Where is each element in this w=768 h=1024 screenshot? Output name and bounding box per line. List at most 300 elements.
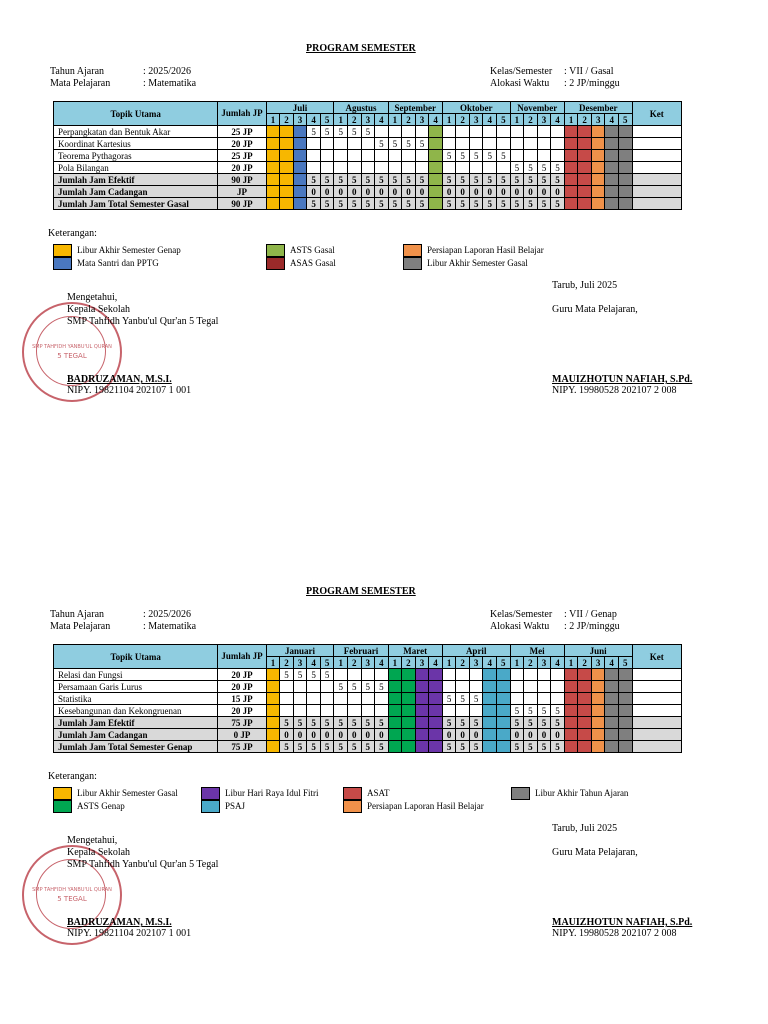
week-cell: 5 <box>334 174 348 186</box>
legend-swatch <box>53 800 72 813</box>
week-cell <box>266 741 280 753</box>
legend-swatch <box>53 787 72 800</box>
week-cell: 5 <box>293 741 307 753</box>
week-cell: 5 <box>361 198 375 210</box>
week-cell <box>537 150 551 162</box>
week-cell: 5 <box>334 741 348 753</box>
week-cell <box>578 681 592 693</box>
week-cell: 5 <box>456 717 470 729</box>
row-ket <box>632 693 681 705</box>
alokasi-waktu-value: : 2 JP/minggu <box>564 78 620 89</box>
header-month: Juni <box>564 645 632 657</box>
week-cell <box>483 729 497 741</box>
week-cell: 5 <box>483 198 497 210</box>
week-cell: 0 <box>537 186 551 198</box>
header-week: 3 <box>293 657 307 669</box>
week-cell <box>524 681 538 693</box>
week-cell <box>320 681 334 693</box>
week-cell <box>429 741 443 753</box>
kelas-semester-label: Kelas/Semester <box>490 66 553 77</box>
week-cell <box>578 198 592 210</box>
week-cell: 0 <box>442 729 456 741</box>
header-week: 2 <box>402 657 416 669</box>
week-cell <box>266 126 280 138</box>
week-cell: 5 <box>320 126 334 138</box>
week-cell: 5 <box>456 741 470 753</box>
week-cell <box>347 693 361 705</box>
week-cell: 0 <box>361 729 375 741</box>
header-week: 3 <box>415 657 429 669</box>
week-cell <box>483 669 497 681</box>
header-week: 5 <box>320 114 334 126</box>
week-cell <box>618 693 632 705</box>
header-week: 5 <box>320 657 334 669</box>
week-cell <box>456 162 470 174</box>
week-cell <box>605 729 619 741</box>
row-topic: Jumlah Jam Cadangan <box>54 186 218 198</box>
row-topic: Kesebangunan dan Kekongruenan <box>54 705 218 717</box>
week-cell <box>429 705 443 717</box>
week-cell: 5 <box>415 174 429 186</box>
week-cell <box>619 162 633 174</box>
week-cell <box>591 174 605 186</box>
week-cell <box>497 741 511 753</box>
week-cell <box>551 681 565 693</box>
alokasi-waktu-value: : 2 JP/minggu <box>564 621 620 632</box>
header-week: 3 <box>361 657 375 669</box>
table-row <box>54 669 682 681</box>
week-cell <box>320 162 334 174</box>
week-cell <box>429 150 443 162</box>
table-row <box>54 705 682 717</box>
week-cell: 5 <box>320 174 334 186</box>
week-cell: 5 <box>442 693 456 705</box>
legend-label: PSAJ <box>225 801 246 811</box>
week-cell <box>415 741 429 753</box>
week-cell <box>266 717 280 729</box>
week-cell <box>578 693 592 705</box>
week-cell <box>266 186 280 198</box>
row-ket <box>632 162 681 174</box>
week-cell: 5 <box>280 669 294 681</box>
header-week: 2 <box>524 657 538 669</box>
week-cell: 5 <box>510 705 524 717</box>
header-week: 4 <box>307 114 321 126</box>
week-cell: 5 <box>334 681 348 693</box>
week-cell <box>524 669 538 681</box>
week-cell: 5 <box>469 717 483 729</box>
row-topic: Teorema Pythagoras <box>54 150 218 162</box>
header-week: 3 <box>537 657 551 669</box>
header-week: 4 <box>605 114 619 126</box>
row-jp: 0 JP <box>218 729 266 741</box>
header-week: 1 <box>442 114 456 126</box>
week-cell <box>429 693 443 705</box>
row-topic: Jumlah Jam Total Semester Genap <box>54 741 218 753</box>
header-jumlah-jp: Jumlah JP <box>218 645 266 669</box>
week-cell <box>280 693 294 705</box>
week-cell <box>375 693 389 705</box>
row-topic: Koordinat Kartesius <box>54 138 218 150</box>
week-cell <box>429 198 443 210</box>
week-cell <box>551 126 565 138</box>
school-stamp: SMP TAHFIDH YANBU'UL QURAN 5 TEGAL <box>22 845 122 945</box>
row-ket <box>632 174 681 186</box>
week-cell: 5 <box>510 162 524 174</box>
week-cell <box>591 681 605 693</box>
week-cell: 5 <box>388 138 402 150</box>
legend-label: Libur Hari Raya Idul Fitri <box>225 788 319 798</box>
header-week: 1 <box>510 657 524 669</box>
week-cell <box>307 705 321 717</box>
legend-label: Libur Akhir Tahun Ajaran <box>535 788 629 798</box>
header-week: 3 <box>469 657 483 669</box>
legend-swatch <box>343 800 362 813</box>
week-cell: 5 <box>320 717 334 729</box>
week-cell <box>497 705 511 717</box>
week-cell <box>280 126 294 138</box>
table-row <box>54 693 682 705</box>
header-week: 1 <box>564 114 578 126</box>
week-cell: 5 <box>510 717 524 729</box>
week-cell: 5 <box>402 138 416 150</box>
week-cell <box>280 681 294 693</box>
header-month: Juli <box>266 102 334 114</box>
guru-nip: NIPY. 19980528 202107 2 008 <box>552 928 677 939</box>
week-cell <box>429 669 443 681</box>
header-ket: Ket <box>632 102 681 126</box>
legend-swatch <box>53 257 72 270</box>
week-cell: 0 <box>537 729 551 741</box>
week-cell <box>415 162 429 174</box>
week-cell <box>266 669 280 681</box>
table-row <box>54 126 682 138</box>
guru-name: MAUIZHOTUN NAFIAH, S.Pd. <box>552 374 693 385</box>
week-cell <box>619 126 633 138</box>
school-name: SMP Tahfidh Yanbu'ul Qur'an 5 Tegal <box>67 859 219 870</box>
header-week: 3 <box>591 657 605 669</box>
week-cell: 5 <box>537 162 551 174</box>
week-cell: 5 <box>307 174 321 186</box>
legend-label: Mata Santri dan PPTG <box>77 258 159 268</box>
table-row <box>54 681 682 693</box>
week-cell <box>307 138 321 150</box>
week-cell <box>619 150 633 162</box>
week-cell <box>388 717 402 729</box>
table-row <box>54 162 682 174</box>
week-cell: 0 <box>551 729 565 741</box>
week-cell: 0 <box>320 729 334 741</box>
week-cell <box>564 150 578 162</box>
week-cell <box>347 705 361 717</box>
week-cell: 0 <box>280 729 294 741</box>
place-date: Tarub, Juli 2025 <box>552 823 618 834</box>
week-cell: 5 <box>320 741 334 753</box>
week-cell <box>266 198 280 210</box>
mata-pelajaran-label: Mata Pelajaran <box>50 621 111 632</box>
program-semester-table <box>53 644 682 753</box>
week-cell <box>564 741 578 753</box>
header-week: 3 <box>537 114 551 126</box>
week-cell <box>361 150 375 162</box>
legend-swatch <box>201 800 220 813</box>
week-cell: 0 <box>415 186 429 198</box>
week-cell <box>469 162 483 174</box>
table-row <box>54 198 682 210</box>
row-topic: Perpangkatan dan Bentuk Akar <box>54 126 218 138</box>
week-cell <box>375 705 389 717</box>
table-row <box>54 174 682 186</box>
header-week: 5 <box>497 114 511 126</box>
week-cell: 5 <box>388 174 402 186</box>
header-week: 3 <box>415 114 429 126</box>
header-week: 2 <box>280 114 294 126</box>
week-cell: 5 <box>320 198 334 210</box>
week-cell <box>320 705 334 717</box>
header-week: 2 <box>347 657 361 669</box>
week-cell: 5 <box>361 126 375 138</box>
week-cell <box>280 198 294 210</box>
week-cell: 0 <box>375 729 389 741</box>
week-cell <box>293 126 307 138</box>
week-cell <box>415 705 429 717</box>
week-cell <box>483 705 497 717</box>
week-cell: 0 <box>320 186 334 198</box>
week-cell <box>429 717 443 729</box>
week-cell: 5 <box>469 198 483 210</box>
week-cell <box>510 681 524 693</box>
header-week: 2 <box>524 114 538 126</box>
week-cell <box>334 693 348 705</box>
week-cell <box>429 729 443 741</box>
week-cell: 5 <box>280 717 294 729</box>
week-cell: 5 <box>402 198 416 210</box>
week-cell <box>402 150 416 162</box>
week-cell <box>564 138 578 150</box>
week-cell <box>442 126 456 138</box>
week-cell: 5 <box>497 150 511 162</box>
row-ket <box>632 717 681 729</box>
week-cell: 5 <box>442 717 456 729</box>
week-cell: 0 <box>524 729 538 741</box>
header-week: 2 <box>348 114 362 126</box>
row-jp: 20 JP <box>218 681 266 693</box>
header-week: 1 <box>510 114 524 126</box>
week-cell: 5 <box>456 174 470 186</box>
week-cell: 5 <box>307 198 321 210</box>
week-cell <box>361 138 375 150</box>
week-cell: 0 <box>361 186 375 198</box>
week-cell <box>578 186 592 198</box>
week-cell <box>469 705 483 717</box>
week-cell <box>280 174 294 186</box>
week-cell <box>307 693 321 705</box>
week-cell: 5 <box>537 741 551 753</box>
legend-swatch <box>403 257 422 270</box>
row-ket <box>632 198 681 210</box>
legend-swatch <box>511 787 530 800</box>
header-week: 1 <box>388 657 402 669</box>
week-cell <box>591 138 605 150</box>
header-week: 2 <box>456 114 470 126</box>
week-cell <box>605 138 619 150</box>
week-cell <box>402 693 416 705</box>
table-row <box>54 138 682 150</box>
week-cell: 5 <box>307 717 321 729</box>
week-cell <box>605 705 619 717</box>
week-cell: 5 <box>375 174 389 186</box>
week-cell: 5 <box>537 198 551 210</box>
week-cell: 0 <box>348 186 362 198</box>
week-cell: 5 <box>375 138 389 150</box>
week-cell <box>307 681 321 693</box>
week-cell: 0 <box>497 186 511 198</box>
week-cell <box>605 150 619 162</box>
week-cell <box>537 681 551 693</box>
week-cell <box>388 669 402 681</box>
week-cell <box>429 126 443 138</box>
week-cell <box>483 693 497 705</box>
table-row <box>54 717 682 729</box>
week-cell: 5 <box>551 741 565 753</box>
school-name: SMP Tahfidh Yanbu'ul Qur'an 5 Tegal <box>67 316 219 327</box>
week-cell: 5 <box>469 693 483 705</box>
legend-label: ASTS Gasal <box>290 245 335 255</box>
tahun-ajaran-label: Tahun Ajaran <box>50 609 105 620</box>
week-cell <box>469 681 483 693</box>
week-cell: 5 <box>334 198 348 210</box>
header-month: November <box>510 102 564 114</box>
row-topic: Persamaan Garis Lurus <box>54 681 218 693</box>
week-cell: 5 <box>348 174 362 186</box>
legend-swatch <box>266 244 285 257</box>
kepala-sekolah: Kepala Sekolah <box>67 847 131 858</box>
header-week: 2 <box>456 657 470 669</box>
legend-label: Libur Akhir Semester Gasal <box>77 788 178 798</box>
header-week: 1 <box>388 114 402 126</box>
week-cell <box>266 150 280 162</box>
week-cell <box>591 669 605 681</box>
header-ket: Ket <box>632 645 681 669</box>
week-cell: 5 <box>442 198 456 210</box>
header-month: Januari <box>266 645 334 657</box>
week-cell <box>497 162 511 174</box>
week-cell: 0 <box>307 186 321 198</box>
week-cell: 5 <box>375 198 389 210</box>
week-cell <box>483 162 497 174</box>
table-row <box>54 186 682 198</box>
week-cell: 5 <box>375 681 389 693</box>
row-topic: Jumlah Jam Cadangan <box>54 729 218 741</box>
page-title: PROGRAM SEMESTER <box>306 586 416 597</box>
week-cell <box>619 198 633 210</box>
week-cell <box>497 681 511 693</box>
header-month: Februari <box>334 645 388 657</box>
week-cell <box>605 681 619 693</box>
week-cell: 5 <box>537 705 551 717</box>
week-cell: 0 <box>375 186 389 198</box>
page-title: PROGRAM SEMESTER <box>306 43 416 54</box>
week-cell: 5 <box>456 198 470 210</box>
week-cell: 5 <box>293 717 307 729</box>
week-cell <box>429 186 443 198</box>
week-cell: 5 <box>375 717 389 729</box>
legend-label: Libur Akhir Semester Genap <box>77 245 181 255</box>
week-cell: 5 <box>537 174 551 186</box>
row-jp: JP <box>218 186 266 198</box>
week-cell <box>415 126 429 138</box>
row-ket <box>632 186 681 198</box>
week-cell <box>293 186 307 198</box>
header-week: 2 <box>402 114 416 126</box>
keterangan-label: Keterangan: <box>48 228 97 239</box>
week-cell <box>469 138 483 150</box>
week-cell <box>605 717 619 729</box>
week-cell: 5 <box>537 717 551 729</box>
week-cell <box>334 669 348 681</box>
week-cell: 5 <box>456 693 470 705</box>
row-ket <box>632 138 681 150</box>
row-topic: Jumlah Jam Efektif <box>54 717 218 729</box>
week-cell: 5 <box>347 717 361 729</box>
week-cell <box>456 705 470 717</box>
week-cell: 5 <box>524 705 538 717</box>
header-week: 1 <box>442 657 456 669</box>
header-topik-utama: Topik Utama <box>54 102 218 126</box>
row-topic: Jumlah Jam Efektif <box>54 174 218 186</box>
week-cell <box>442 681 456 693</box>
week-cell <box>293 681 307 693</box>
week-cell: 5 <box>348 198 362 210</box>
week-cell <box>469 126 483 138</box>
week-cell <box>293 174 307 186</box>
guru-role: Guru Mata Pelajaran, <box>552 847 638 858</box>
week-cell <box>456 126 470 138</box>
kelas-semester-label: Kelas/Semester <box>490 609 553 620</box>
week-cell: 5 <box>307 741 321 753</box>
week-cell <box>388 729 402 741</box>
tahun-ajaran-value: : 2025/2026 <box>143 609 192 620</box>
week-cell <box>402 741 416 753</box>
week-cell: 5 <box>524 174 538 186</box>
row-ket <box>632 669 681 681</box>
week-cell: 0 <box>293 729 307 741</box>
legend-label: Persiapan Laporan Hasil Belajar <box>367 801 484 811</box>
week-cell: 0 <box>456 186 470 198</box>
week-cell <box>375 150 389 162</box>
header-week: 1 <box>334 114 348 126</box>
week-cell <box>497 717 511 729</box>
week-cell <box>375 669 389 681</box>
alokasi-waktu-label: Alokasi Waktu <box>490 621 550 632</box>
week-cell: 5 <box>415 138 429 150</box>
legend-label: ASAT <box>367 788 390 798</box>
week-cell <box>483 126 497 138</box>
week-cell: 5 <box>442 174 456 186</box>
header-week: 2 <box>578 657 592 669</box>
kelas-semester-value: : VII / Genap <box>564 609 617 620</box>
week-cell <box>456 138 470 150</box>
week-cell <box>497 693 511 705</box>
row-topic: Relasi dan Fungsi <box>54 669 218 681</box>
week-cell <box>605 669 619 681</box>
header-month: Oktober <box>442 102 510 114</box>
header-week: 1 <box>266 657 280 669</box>
week-cell <box>537 669 551 681</box>
row-topic: Statistika <box>54 693 218 705</box>
header-month: September <box>388 102 442 114</box>
week-cell: 5 <box>347 681 361 693</box>
